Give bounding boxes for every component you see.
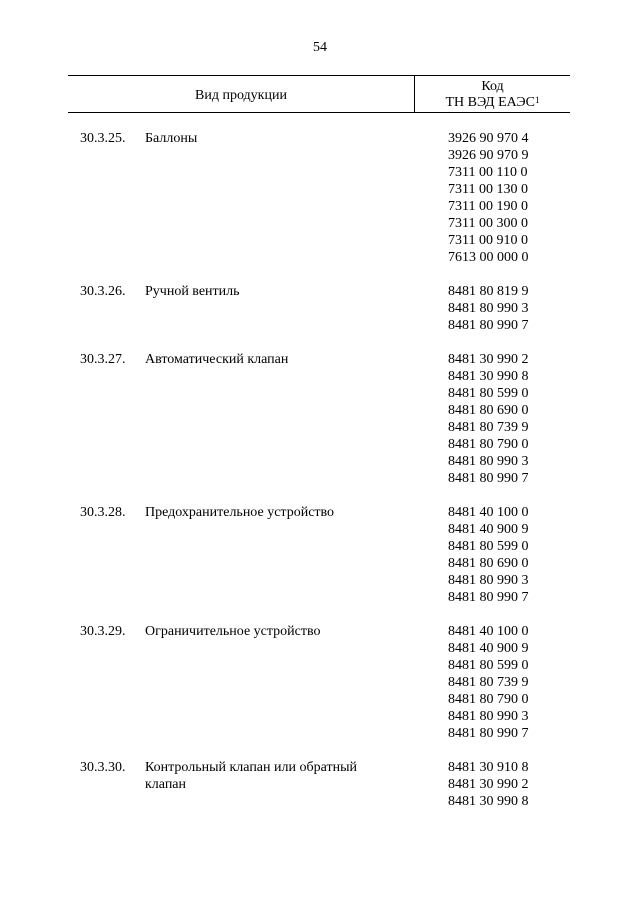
row-codes xyxy=(448,759,568,810)
code-item: 7311 00 110 0 xyxy=(448,165,528,180)
code-item: 8481 80 599 0 xyxy=(448,386,529,401)
code-item: 3926 90 970 4 xyxy=(448,131,529,146)
code-item: 8481 80 690 0 xyxy=(448,403,529,418)
code-item: 7311 00 130 0 xyxy=(448,182,528,197)
code-item: 8481 30 990 2 xyxy=(448,777,529,792)
code-item: 8481 80 990 3 xyxy=(448,573,529,588)
code-item: 8481 80 599 0 xyxy=(448,539,529,554)
code-item: 8481 80 990 7 xyxy=(448,471,529,486)
header-product-label: Вид продукции xyxy=(195,88,287,103)
code-item: 8481 80 990 3 xyxy=(448,709,529,724)
code-item: 8481 30 990 2 xyxy=(448,352,529,367)
code-item: 8481 40 100 0 xyxy=(448,505,529,520)
code-item: 8481 80 739 9 xyxy=(448,675,529,690)
code-item: 8481 80 990 7 xyxy=(448,590,529,605)
row-codes xyxy=(448,283,568,334)
row-product-name: Ограничительное устройство xyxy=(145,624,321,639)
row-number: 30.3.28. xyxy=(80,505,126,520)
page-number: 54 xyxy=(313,40,327,55)
row-product-name: Предохранительное устройство xyxy=(145,505,335,520)
code-item: 8481 80 990 3 xyxy=(448,454,529,469)
code-item: 8481 80 790 0 xyxy=(448,437,529,452)
row-product-name: Баллоны xyxy=(145,131,198,146)
table-row xyxy=(0,504,640,606)
row-codes xyxy=(448,504,568,606)
code-item: 8481 40 900 9 xyxy=(448,522,529,537)
code-item: 8481 30 910 8 xyxy=(448,760,529,775)
row-number: 30.3.29. xyxy=(80,624,126,639)
header-code-label-line2 xyxy=(415,95,570,110)
table-row xyxy=(0,351,640,487)
row-number: 30.3.30. xyxy=(80,760,126,775)
table-row xyxy=(0,623,640,742)
table-row xyxy=(0,283,640,334)
table-row xyxy=(0,130,640,266)
code-item: 8481 40 100 0 xyxy=(448,624,529,639)
row-codes xyxy=(448,130,568,266)
code-item: 7613 00 000 0 xyxy=(448,250,529,265)
code-item: 8481 80 819 9 xyxy=(448,284,529,299)
table-row xyxy=(0,759,640,810)
header-code-label-line1: Код xyxy=(481,79,504,94)
code-item: 8481 80 790 0 xyxy=(448,692,529,707)
row-product-name: Автоматический клапан xyxy=(145,352,289,367)
code-item: 8481 40 900 9 xyxy=(448,641,529,656)
code-item: 3926 90 970 9 xyxy=(448,148,529,163)
row-number: 30.3.25. xyxy=(80,131,126,146)
header-product-column xyxy=(68,76,415,112)
header-code-column xyxy=(415,76,570,112)
code-item: 8481 80 739 9 xyxy=(448,420,529,435)
code-item: 8481 80 990 3 xyxy=(448,301,529,316)
row-product-name: Ручной вентиль xyxy=(145,284,240,299)
code-item: 7311 00 300 0 xyxy=(448,216,528,231)
code-item: 7311 00 910 0 xyxy=(448,233,528,248)
row-number: 30.3.26. xyxy=(80,284,126,299)
code-item: 8481 80 690 0 xyxy=(448,556,529,571)
header-code-label-text: ТН ВЭД ЕАЭС xyxy=(445,95,535,110)
footnote-marker: 1 xyxy=(535,95,540,105)
code-item: 7311 00 190 0 xyxy=(448,199,528,214)
code-item: 8481 80 599 0 xyxy=(448,658,529,673)
row-codes xyxy=(448,351,568,487)
code-item: 8481 80 990 7 xyxy=(448,318,529,333)
row-number: 30.3.27. xyxy=(80,352,126,367)
code-item: 8481 30 990 8 xyxy=(448,794,529,809)
code-item: 8481 80 990 7 xyxy=(448,726,529,741)
product-table xyxy=(0,130,640,827)
table-header xyxy=(68,75,570,113)
row-codes xyxy=(448,623,568,742)
row-product-name: Контрольный клапан или обратный клапан xyxy=(145,760,357,792)
code-item: 8481 30 990 8 xyxy=(448,369,529,384)
